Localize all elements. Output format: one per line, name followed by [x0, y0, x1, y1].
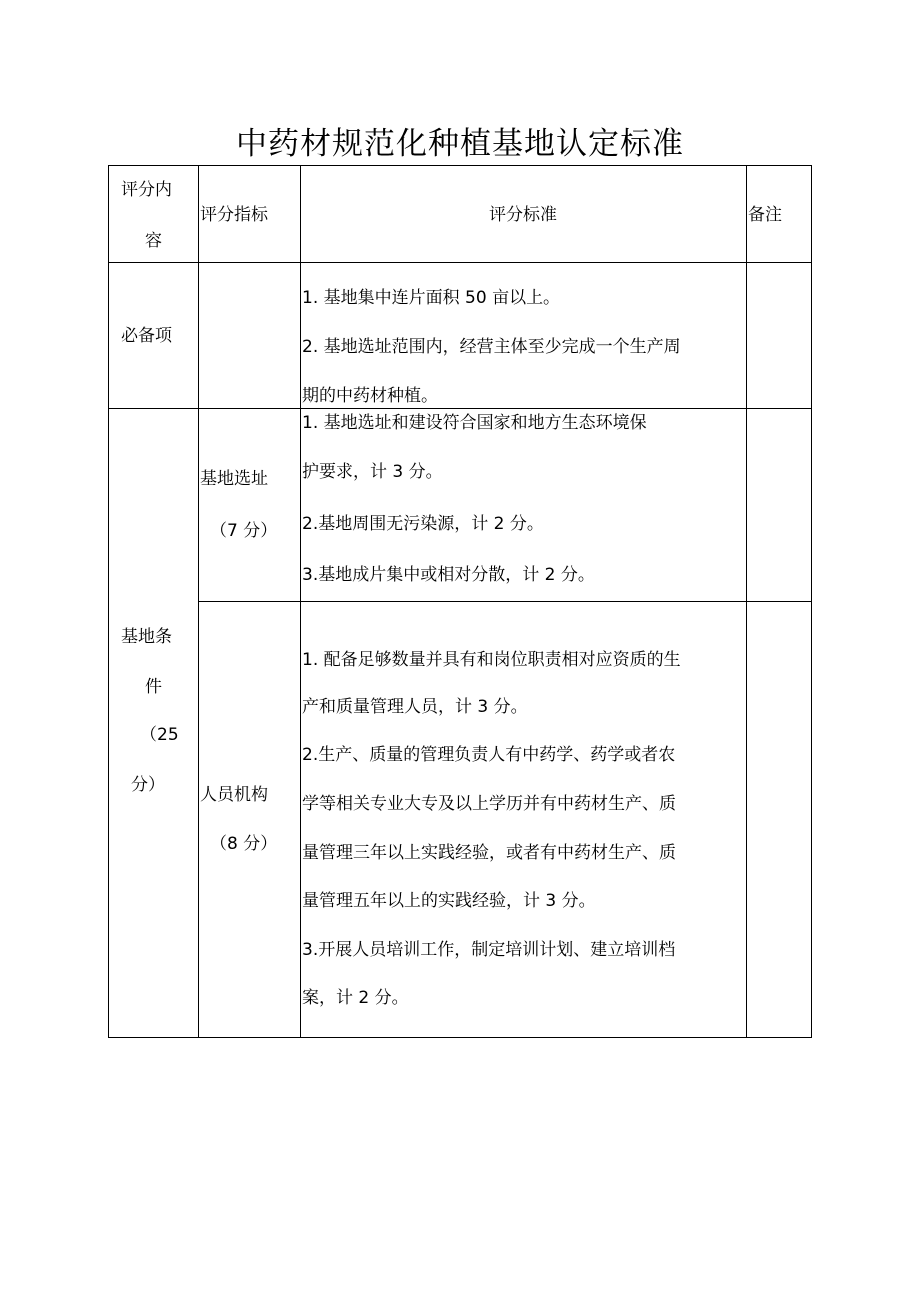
- site-row-divider: [198, 601, 812, 602]
- header-standard: 评分标准: [489, 205, 557, 225]
- staff-line: 案，计 2 分。: [302, 988, 409, 1008]
- column-divider-2: [300, 165, 301, 1038]
- site-line: 3.基地成片集中或相对分散，计 2 分。: [302, 565, 595, 585]
- header-indicator: 评分指标: [200, 205, 268, 225]
- staff-line: 量管理五年以上的实践经验，计 3 分。: [302, 891, 596, 911]
- staff-indicator: 人员机构: [200, 785, 268, 805]
- site-indicator: 基地选址: [200, 469, 268, 489]
- staff-line: 产和质量管理人员，计 3 分。: [302, 697, 528, 717]
- base-label-line3: （25: [140, 725, 179, 745]
- site-line: 1. 基地选址和建设符合国家和地方生态环境保: [302, 413, 647, 433]
- required-line: 2. 基地选址范围内，经营主体至少完成一个生产周: [302, 337, 681, 357]
- required-label: 必备项: [121, 326, 172, 346]
- column-divider-3: [746, 165, 747, 1038]
- page-title: 中药材规范化种植基地认定标准: [236, 126, 684, 162]
- base-label-line2: 件: [145, 677, 162, 697]
- header-remarks: 备注: [748, 205, 782, 225]
- required-line: 期的中药材种植。: [302, 386, 438, 406]
- table-border-top: [108, 165, 812, 166]
- staff-line: 量管理三年以上实践经验，或者有中药材生产、质: [302, 843, 676, 863]
- required-line: 1. 基地集中连片面积 50 亩以上。: [302, 288, 561, 308]
- staff-line: 2.生产、质量的管理负责人有中药学、药学或者农: [302, 745, 676, 765]
- site-score: （7 分）: [210, 521, 278, 541]
- header-content-line2: 容: [145, 231, 162, 251]
- table-border-left: [108, 165, 109, 1038]
- column-divider-1: [198, 165, 199, 1038]
- table-border-right: [811, 165, 812, 1038]
- staff-line: 3.开展人员培训工作，制定培训计划、建立培训档: [302, 940, 676, 960]
- header-row-divider: [108, 262, 812, 263]
- base-label-line1: 基地条: [121, 627, 172, 647]
- required-row-divider: [108, 408, 812, 409]
- staff-line: 学等相关专业大专及以上学历并有中药材生产、质: [302, 794, 676, 814]
- base-label-line4: 分）: [131, 775, 165, 795]
- staff-line: 1. 配备足够数量并具有和岗位职责相对应资质的生: [302, 650, 681, 670]
- header-content-line1: 评分内: [121, 180, 172, 200]
- site-line: 2.基地周围无污染源，计 2 分。: [302, 514, 544, 534]
- site-line: 护要求，计 3 分。: [302, 462, 443, 482]
- staff-score: （8 分）: [210, 834, 278, 854]
- table-border-bottom: [108, 1037, 812, 1038]
